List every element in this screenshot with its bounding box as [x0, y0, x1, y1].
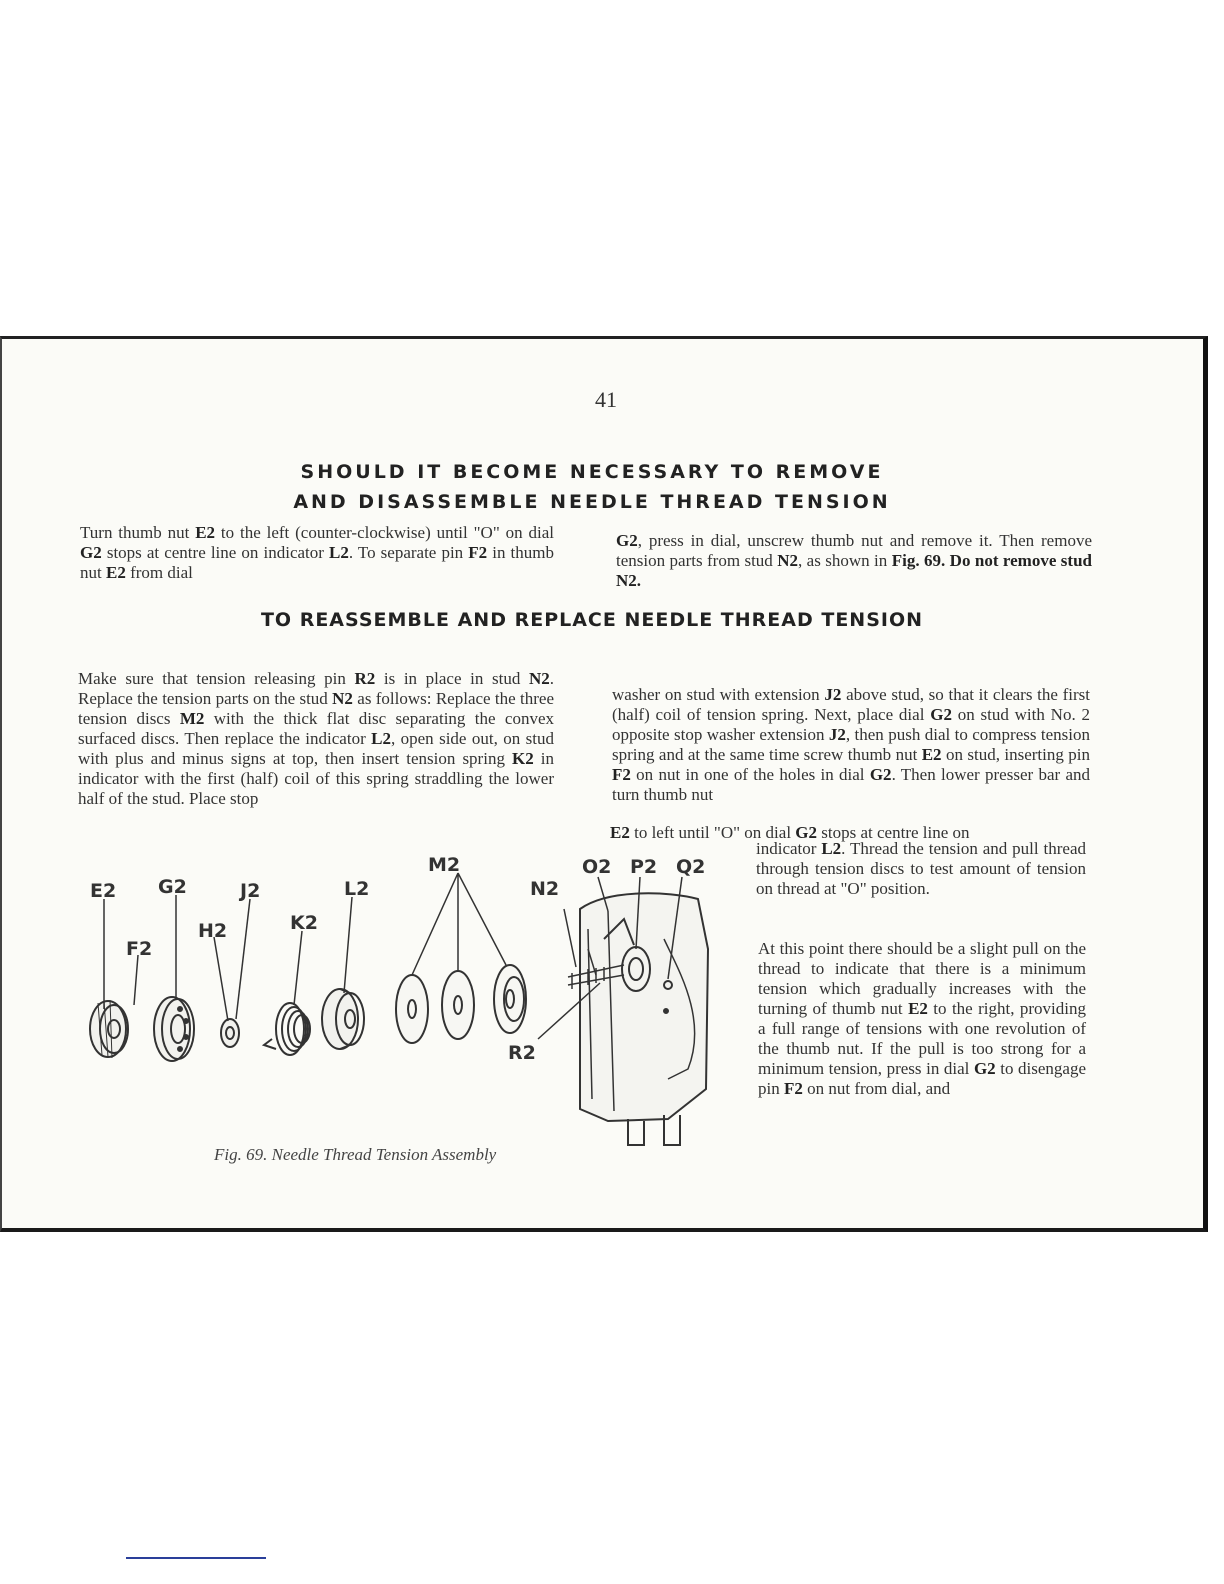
indicator-l2-part [322, 989, 364, 1049]
fig-label-e2: E2 [90, 880, 117, 902]
reassemble-paragraph-right: washer on stud with extension J2 above stud, so that it clears the first (half) coil of tension spring. Next, place dial G2 on stud with No. 2 opposite stop washer extension J2, then push dial to compress tension spring and at the same time screw thumb nut E2 on stud, inserting pin F2 on nut in one of the holes in dial G2. Then lower presser bar and turn thumb nut [612, 685, 1091, 804]
fig-label-h2: H2 [198, 920, 228, 942]
fig-label-r2: R2 [508, 1042, 536, 1064]
fig-label-o2: O2 [582, 856, 612, 878]
page-number: 41 [595, 387, 617, 412]
thumb-nut-e2-part [90, 1000, 128, 1058]
figure-caption: Fig. 69. Needle Thread Tension Assembly [214, 1145, 497, 1164]
fig-label-f2: F2 [126, 938, 153, 960]
remove-paragraph-continued: G2, press in dial, unscrew thumb nut and remove it. Then remove tension parts from stud N2, as shown in Fig. 69. Do not remove stud N2. [616, 531, 1092, 590]
fig-label-j2: J2 [240, 880, 261, 902]
manual-page [0, 336, 1208, 1232]
fig-label-l2: L2 [344, 878, 370, 900]
fig-label-k2: K2 [290, 912, 318, 934]
tension-assembly-figure [68, 849, 724, 1149]
dial-g2-part [154, 997, 194, 1061]
heading-remove [2, 457, 1182, 517]
reassemble-paragraph-right-line: E2 to left until "O" on dial G2 stops at centre line on [610, 823, 970, 842]
remove-paragraph: Turn thumb nut E2 to the left (counter-clockwise) until "O" on dial G2 stops at centre line on indicator L2. To separate pin F2 in thumb nut E2 from dial [80, 523, 555, 582]
stop-washer-h2-part [221, 1019, 239, 1047]
heading-remove-line2: AND DISASSEMBLE NEEDLE THREAD TENSION [293, 491, 891, 513]
tension-discs-m2-part [396, 965, 526, 1043]
machine-head-part [568, 893, 708, 1145]
heading-reassemble: TO REASSEMBLE AND REPLACE NEEDLE THREAD TENSION [260, 609, 924, 631]
reassemble-paragraph-narrow: indicator L2. Thread the tension and pull thread through tension discs to test amount of tension on thread at "O" position. [756, 839, 1087, 898]
fig-label-q2: Q2 [676, 856, 706, 878]
fig-label-n2: N2 [530, 878, 560, 900]
fig-label-m2: M2 [428, 854, 461, 876]
reassemble-paragraph-left: Make sure that tension releasing pin R2 is in place in stud N2. Replace the tension parts on the stud N2 as follows: Replace the three tension discs M2 with the thick flat disc separating the convex surfaced discs. Then replace the indicator L2, open side out, on stud with plus and minus signs at top, then insert tension spring K2 in indicator with the first (half) coil of this spring straddling the lower half of the stud. Place stop [78, 669, 555, 808]
heading-remove-line1: SHOULD IT BECOME NECESSARY TO REMOVE [300, 461, 884, 483]
fig-label-g2: G2 [158, 876, 187, 898]
fig-label-p2: P2 [630, 856, 658, 878]
tension-spring-k2-part [264, 1003, 310, 1055]
minimum-tension-paragraph: At this point there should be a slight pull on the thread to indicate that there is a minimum tension which gradually increases with the turning of thumb nut E2 to the right, providing a full range of tensions with one revolution of the thumb nut. If the pull is too strong for a minimum tension, press in dial G2 to disengage pin F2 on nut from dial, and [758, 939, 1086, 1098]
footer-rule [126, 1557, 266, 1559]
